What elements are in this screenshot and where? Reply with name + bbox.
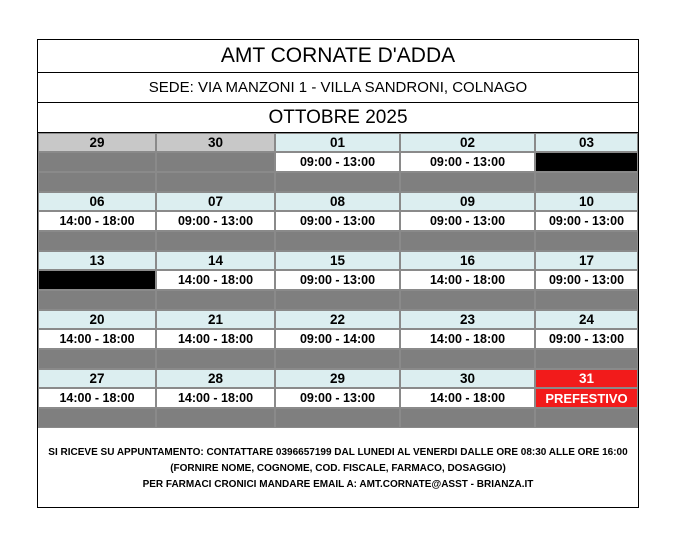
day-number: 30 [156, 133, 275, 152]
week-separator [400, 408, 535, 428]
day-number: 09 [400, 192, 535, 211]
day-number: 24 [535, 310, 638, 329]
week-separator [275, 408, 400, 428]
day-number: 29 [275, 369, 400, 388]
week-separator [535, 231, 638, 251]
week-separator [156, 408, 275, 428]
week-separator [275, 231, 400, 251]
opening-hours: 09:00 - 13:00 [535, 211, 638, 231]
week-separator [38, 349, 156, 369]
page-title: AMT CORNATE D'ADDA [38, 40, 638, 73]
day-number: 02 [400, 133, 535, 152]
closed-slot [38, 270, 156, 290]
month-title: OTTOBRE 2025 [38, 103, 638, 133]
week-separator [156, 231, 275, 251]
opening-hours: 09:00 - 13:00 [275, 388, 400, 408]
week-separator [38, 231, 156, 251]
opening-hours: 14:00 - 18:00 [38, 211, 156, 231]
opening-hours: 09:00 - 13:00 [535, 329, 638, 349]
day-number: 30 [400, 369, 535, 388]
opening-hours: 14:00 - 18:00 [400, 329, 535, 349]
opening-hours: 14:00 - 18:00 [400, 388, 535, 408]
day-number: 28 [156, 369, 275, 388]
day-number: 29 [38, 133, 156, 152]
week-separator [275, 290, 400, 310]
day-number: 27 [38, 369, 156, 388]
opening-hours: PREFESTIVO [535, 388, 638, 408]
opening-hours: 09:00 - 13:00 [535, 270, 638, 290]
sede-address: SEDE: VIA MANZONI 1 - VILLA SANDRONI, COLNAGO [38, 73, 638, 103]
opening-hours: 09:00 - 13:00 [275, 152, 400, 172]
footer-line-email: PER FARMACI CRONICI MANDARE EMAIL A: AMT.CORNATE@ASST - BRIANZA.IT [142, 478, 534, 490]
day-number: 06 [38, 192, 156, 211]
week-separator [400, 231, 535, 251]
opening-hours: 09:00 - 13:00 [400, 152, 535, 172]
opening-hours: 09:00 - 13:00 [275, 211, 400, 231]
day-number: 08 [275, 192, 400, 211]
week-separator [275, 349, 400, 369]
closed-slot [38, 152, 156, 172]
calendar-sheet [37, 39, 639, 508]
opening-hours: 09:00 - 13:00 [400, 211, 535, 231]
day-number: 15 [275, 251, 400, 270]
week-separator [156, 172, 275, 192]
closed-slot [156, 152, 275, 172]
week-separator [535, 172, 638, 192]
day-number: 07 [156, 192, 275, 211]
opening-hours: 14:00 - 18:00 [38, 388, 156, 408]
day-number: 13 [38, 251, 156, 270]
footer-line-required-info: (FORNIRE NOME, COGNOME, COD. FISCALE, FARMACO, DOSAGGIO) [170, 462, 506, 474]
day-number: 16 [400, 251, 535, 270]
opening-hours: 09:00 - 13:00 [156, 211, 275, 231]
day-number: 21 [156, 310, 275, 329]
week-separator [156, 290, 275, 310]
day-number: 31 [535, 369, 638, 388]
day-number: 17 [535, 251, 638, 270]
day-number: 23 [400, 310, 535, 329]
week-separator [38, 172, 156, 192]
week-separator [535, 290, 638, 310]
day-number: 22 [275, 310, 400, 329]
day-number: 10 [535, 192, 638, 211]
opening-hours: 14:00 - 18:00 [38, 329, 156, 349]
opening-hours: 09:00 - 14:00 [275, 329, 400, 349]
opening-hours: 14:00 - 18:00 [156, 388, 275, 408]
week-separator [400, 349, 535, 369]
week-separator [400, 290, 535, 310]
day-number: 01 [275, 133, 400, 152]
week-separator [535, 349, 638, 369]
opening-hours: 09:00 - 13:00 [275, 270, 400, 290]
opening-hours: 14:00 - 18:00 [156, 270, 275, 290]
week-separator [156, 349, 275, 369]
week-separator [275, 172, 400, 192]
opening-hours: 14:00 - 18:00 [156, 329, 275, 349]
day-number: 20 [38, 310, 156, 329]
day-number: 03 [535, 133, 638, 152]
footer-line-appointment: SI RICEVE SU APPUNTAMENTO: CONTATTARE 0396657199 DAL LUNEDI AL VENERDI DALLE ORE 08:30 ALLE ORE 16:00 [48, 446, 628, 458]
week-separator [535, 408, 638, 428]
week-separator [400, 172, 535, 192]
day-number: 14 [156, 251, 275, 270]
week-separator [38, 290, 156, 310]
closed-slot [535, 152, 638, 172]
week-separator [38, 408, 156, 428]
footer-notes [38, 430, 638, 507]
opening-hours: 14:00 - 18:00 [400, 270, 535, 290]
